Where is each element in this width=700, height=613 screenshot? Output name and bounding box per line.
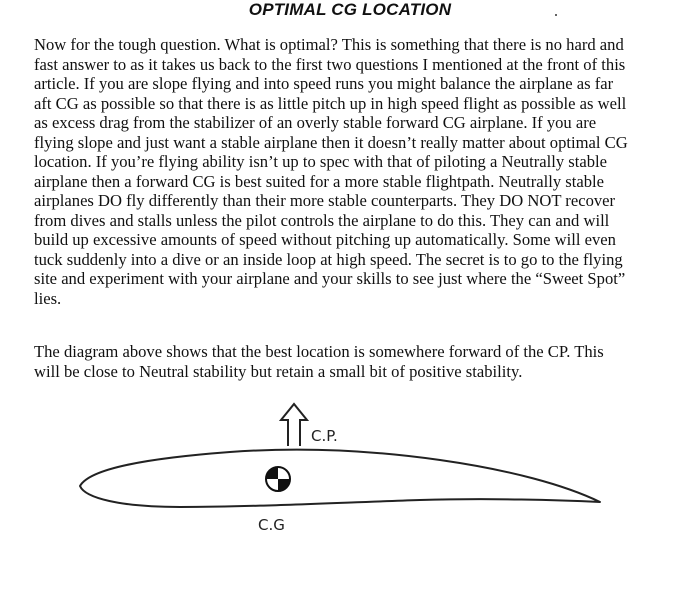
paragraph-1: [34, 35, 674, 308]
paragraph-line: aft CG as possible so that there is as little pitch up in high speed flight as possible as well: [34, 93, 627, 113]
paragraph-line: article. If you are slope flying and into speed runs you might balance the airplane as far: [34, 74, 614, 93]
paragraph-line: flying slope and just want a stable airplane then it doesn’t really matter about optimal CG: [34, 132, 628, 152]
paragraph-line: build up excessive amounts of speed without pitching up automatically. Some will even: [34, 230, 616, 249]
paragraph-line: from dives and stalls unless the pilot controls the airplane to do this. They can and will: [34, 210, 610, 230]
paragraph-line: will be close to Neutral stability but retain a small bit of positive stability.: [34, 361, 523, 381]
airfoil-diagram: [0, 390, 700, 560]
paragraph-line: lies.: [34, 288, 62, 308]
paragraph-line: site and experiment with your airplane and your skills to see just where the “Sweet Spot”: [34, 269, 626, 288]
paragraph-line: as excess drag from the stabilizer of an overly stable forward CG airplane. If you are: [34, 113, 597, 132]
cp-label: C.P.: [311, 427, 338, 445]
paragraph-line: location. If you’re flying ability isn’t up to spec with that of piloting a Neutrally stable: [34, 152, 607, 171]
paragraph-line: The diagram above shows that the best location is somewhere forward of the CP. This: [34, 342, 604, 361]
paragraph-2: [34, 342, 674, 381]
page-title: OPTIMAL CG LOCATION: [248, 0, 452, 19]
airfoil-outline: [80, 450, 600, 507]
paragraph-line: airplanes DO fly differently than their more stable counterparts. They DO NOT recover: [34, 191, 616, 210]
paragraph-line: fast answer to as it takes us back to the first two questions I mentioned at the front of this: [34, 54, 626, 74]
cg-symbol-icon: [266, 467, 290, 491]
cg-label: C.G: [258, 516, 285, 534]
cp-arrow-icon: [281, 404, 307, 446]
paragraph-line: airplane then a forward CG is best suited for a more stable flightpath. Neutrally stable: [34, 171, 605, 191]
paragraph-line: Now for the tough question. What is optimal? This is something that there is no hard and: [34, 35, 624, 54]
paragraph-line: tuck suddenly into a dive or an inside loop at high speed. The secret is to go to the flying: [34, 249, 623, 269]
scan-speck: [555, 14, 557, 16]
